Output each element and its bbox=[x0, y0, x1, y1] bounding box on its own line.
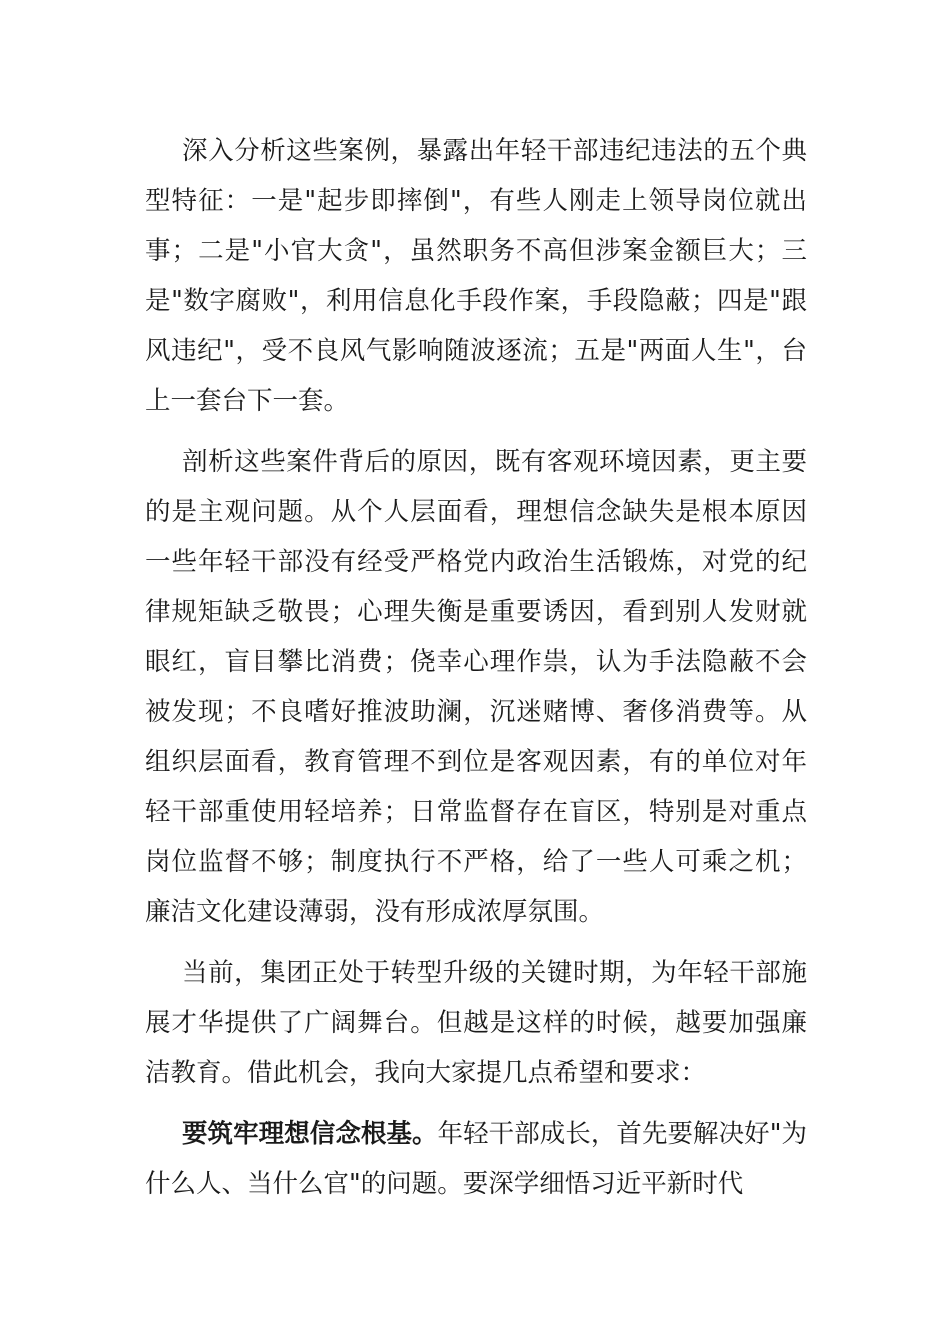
paragraph-ideals-requirement bbox=[145, 1109, 807, 1209]
document-body bbox=[145, 126, 807, 1209]
paragraph-text: 深入分析这些案例，暴露出年轻干部违纪违法的五个典型特征：一是"起步即摔倒"，有些人刚走上领导岗位就出事；二是"小官大贪"，虽然职务不高但涉案金额巨大；三是"数字腐败"，利用信息化手段作案，手段隐蔽；四是"跟风违纪"，受不良风气影响随波逐流；五是"两面人生"，台上一套台下一套。 bbox=[145, 136, 807, 416]
paragraph-text: 剖析这些案件背后的原因，既有客观环境因素，更主要的是主观问题。从个人层面看，理想信念缺失是根本原因一些年轻干部没有经受严格党内政治生活锻炼，对党的纪律规矩缺乏敬畏；心理失衡是重要诱因，看到别人发财就眼红，盲目攀比消费；侥幸心理作祟，认为手法隐蔽不会被发现；不良嗜好推波助澜，沉迷赌博、奢侈消费等。从组织层面看，教育管理不到位是客观因素，有的单位对年轻干部重使用轻培养；日常监督存在盲区，特别是对重点岗位监督不够；制度执行不严格，给了一些人可乘之机；廉洁文化建设薄弱，没有形成浓厚氛围。 bbox=[145, 447, 807, 927]
paragraph-current-situation bbox=[145, 948, 807, 1098]
paragraph-typical-features bbox=[145, 126, 807, 426]
paragraph-bold-lead: 要筑牢理想信念根基。 bbox=[182, 1119, 438, 1149]
paragraph-text: 当前，集团正处于转型升级的关键时期，为年轻干部施展才华提供了广阔舞台。但越是这样的时候，越要加强廉洁教育。借此机会，我向大家提几点希望和要求： bbox=[145, 958, 807, 1088]
paragraph-text: 年轻干部成长，首先要解决好"为什么人、当什么官"的问题。要深学细悟习近平新时代 bbox=[145, 1119, 807, 1199]
paragraph-cause-analysis bbox=[145, 437, 807, 937]
